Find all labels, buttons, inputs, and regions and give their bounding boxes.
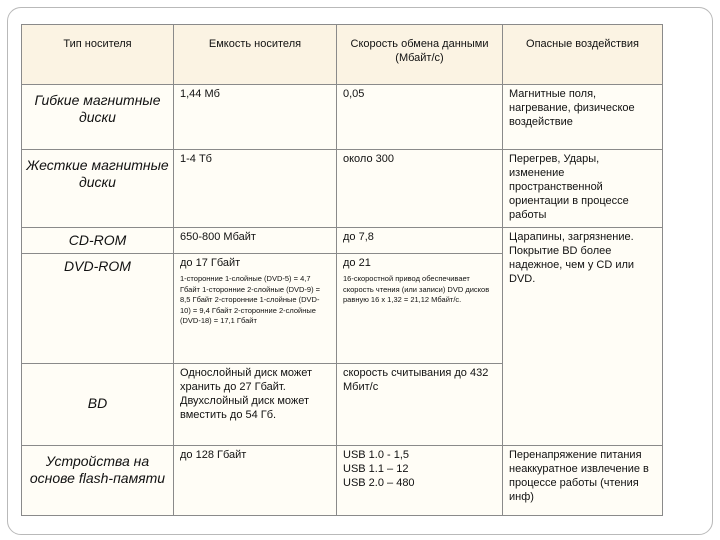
speed-cdrom: до 7,8 xyxy=(337,228,503,254)
header-row xyxy=(22,25,663,85)
capacity-bd: Однослойный диск может хранить до 27 Гбайт. Двухслойный диск может вместить до 54 Гб. xyxy=(174,364,337,446)
header-type: Тип носителя xyxy=(22,25,174,85)
hazards-flash: Перенапряжение питания неаккуратное извлечение в процессе работы (чтения инф) xyxy=(503,446,663,516)
storage-media-table xyxy=(21,24,663,516)
speed-dvdrom xyxy=(337,254,503,364)
capacity-dvdrom xyxy=(174,254,337,364)
header-speed: Скорость обмена данными (Мбайт/с) xyxy=(337,25,503,85)
media-name-floppy: Гибкие магнитные диски xyxy=(22,85,174,150)
capacity-floppy: 1,44 Мб xyxy=(174,85,337,150)
header-capacity: Емкость носителя xyxy=(174,25,337,85)
speed-dvdrom-main: до 21 xyxy=(343,257,371,269)
speed-bd: скорость считывания до 432 Мбит/с xyxy=(337,364,503,446)
speed-dvdrom-detail: 16-скоростной привод обеспечивает скорость чтения (или записи) DVD дисков равную 16 x 1,32 = 21,12 Мбайт/с. xyxy=(343,274,490,304)
media-name-flash: Устройства на основе flash-памяти xyxy=(22,446,174,516)
hazards-floppy: Магнитные поля, нагревание, физическое воздействие xyxy=(503,85,663,150)
speed-flash xyxy=(337,446,503,516)
table-row xyxy=(22,85,663,150)
speed-flash-usb1: USB 1.0 - 1,5 xyxy=(343,449,410,461)
table-row xyxy=(22,446,663,516)
speed-flash-usb11: USB 1.1 – 12 xyxy=(343,463,409,475)
header-hazards: Опасные воздействия xyxy=(503,25,663,85)
hazards-optical: Царапины, загрязнение. Покрытие BD более надежное, чем у CD или DVD. xyxy=(503,228,663,446)
media-name-dvdrom: DVD-ROM xyxy=(22,254,174,364)
media-name-hdd: Жесткие магнитные диски xyxy=(22,150,174,228)
capacity-dvdrom-detail: 1-сторонние 1-слойные (DVD-5) = 4,7 Гбайт 1-сторонние 2-слойные (DVD-9) = 8,5 Гбайт 2-сторонние 1-слойные (DVD-10) = 9,4 Гбайт 2-сторонние 2-слойные (DVD-18) = 17,1 Гбайт xyxy=(180,274,321,325)
table-row xyxy=(22,228,663,254)
table-row xyxy=(22,150,663,228)
capacity-hdd: 1-4 Тб xyxy=(174,150,337,228)
hazards-hdd: Перегрев, Удары, изменение пространственной ориентации в процессе работы xyxy=(503,150,663,228)
media-name-bd: BD xyxy=(22,364,174,446)
capacity-flash: до 128 Гбайт xyxy=(174,446,337,516)
capacity-cdrom: 650-800 Мбайт xyxy=(174,228,337,254)
media-name-cdrom: CD-ROM xyxy=(22,228,174,254)
speed-floppy: 0,05 xyxy=(337,85,503,150)
speed-hdd: около 300 xyxy=(337,150,503,228)
capacity-dvdrom-main: до 17 Гбайт xyxy=(180,257,241,269)
speed-flash-usb2: USB 2.0 – 480 xyxy=(343,477,415,489)
